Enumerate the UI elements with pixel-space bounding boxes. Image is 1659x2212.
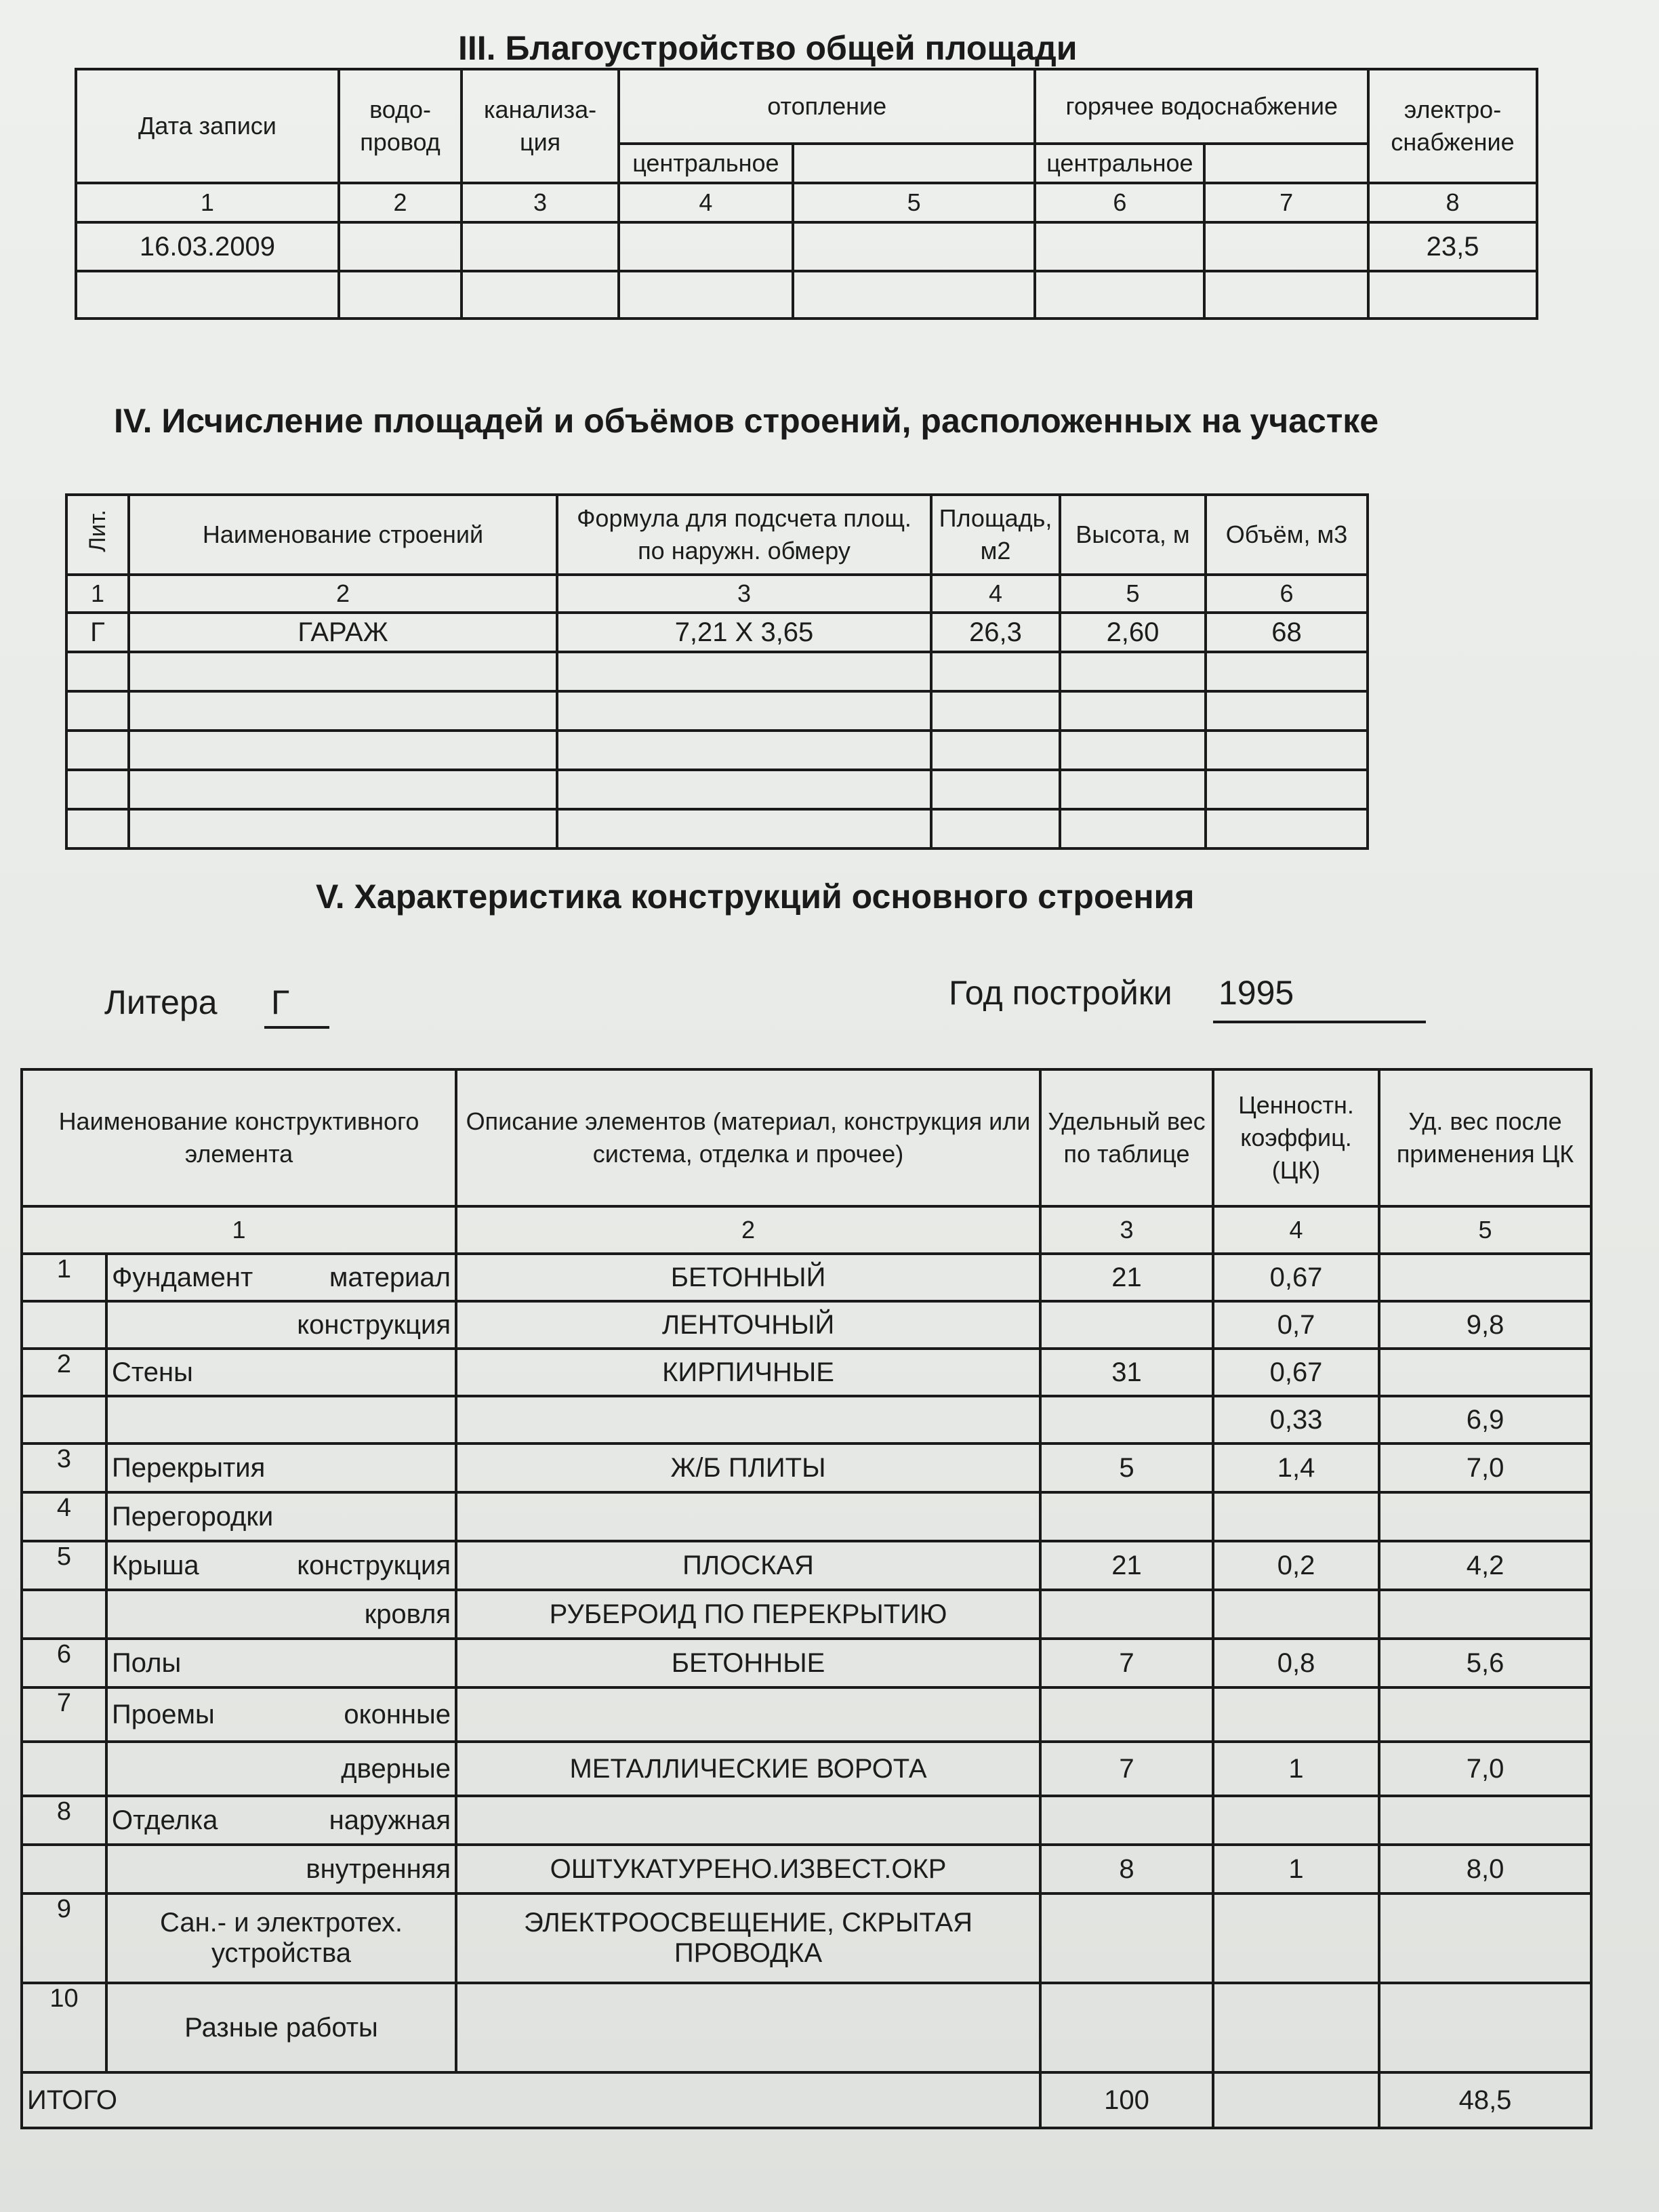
s3-colnum: 4 <box>619 183 793 222</box>
row-description <box>456 1492 1040 1541</box>
litera-label: Литера <box>104 983 218 1021</box>
row-coefficient: 0,7 <box>1213 1301 1379 1349</box>
s3-cell <box>462 222 619 271</box>
row-result <box>1379 1349 1591 1396</box>
element-name-label: Перегородки <box>112 1501 274 1532</box>
row-number <box>22 1301 106 1349</box>
s3-header-heating: отопление <box>619 69 1036 144</box>
section5-title: V. Характеристика конструкций основного строения <box>316 878 1195 916</box>
s4-cell <box>1206 809 1368 848</box>
s3-cell <box>462 271 619 319</box>
s5-colnum: 5 <box>1379 1206 1591 1254</box>
s5-header-weight: Удельный вес по таблице <box>1040 1069 1213 1206</box>
s4-colnum: 1 <box>66 575 129 613</box>
s3-row-date: 16.03.2009 <box>76 222 339 271</box>
row-number: 5 <box>22 1541 106 1590</box>
s4-cell <box>129 652 557 691</box>
row-element-name <box>106 1443 456 1492</box>
s4-colnum: 4 <box>931 575 1060 613</box>
s4-cell <box>66 770 129 809</box>
table-row <box>22 1590 1591 1639</box>
s4-cell <box>1206 652 1368 691</box>
row-weight <box>1040 1396 1213 1443</box>
s4-cell <box>66 809 129 848</box>
row-element-name <box>106 1845 456 1893</box>
element-name-label: Перекрытия <box>112 1452 266 1483</box>
s4-row-area: 26,3 <box>931 613 1060 652</box>
s3-colnum: 7 <box>1204 183 1368 222</box>
row-element-name <box>106 1349 456 1396</box>
row-coefficient: 1,4 <box>1213 1443 1379 1492</box>
s3-header-sewer: канализа-ция <box>462 69 619 183</box>
row-number: 8 <box>22 1796 106 1845</box>
s3-header-heating-other <box>793 144 1036 183</box>
s3-colnum: 3 <box>462 183 619 222</box>
s3-colnum: 8 <box>1368 183 1537 222</box>
table-row <box>22 1492 1591 1541</box>
row-description: ПЛОСКАЯ <box>456 1541 1040 1590</box>
s5-rows <box>22 1254 1591 2072</box>
s4-cell <box>931 731 1060 770</box>
row-element-name <box>106 1687 456 1742</box>
row-element-name <box>106 1541 456 1590</box>
row-element-name <box>106 1254 456 1301</box>
s4-header-lit <box>66 495 129 575</box>
row-coefficient: 1 <box>1213 1742 1379 1796</box>
table-row <box>22 1301 1591 1349</box>
s3-cell <box>619 271 793 319</box>
row-result <box>1379 1492 1591 1541</box>
row-element-name <box>106 1983 456 2072</box>
row-result <box>1379 1254 1591 1301</box>
row-weight <box>1040 1983 1213 2072</box>
s4-row-name: ГАРАЖ <box>129 613 557 652</box>
row-number <box>22 1590 106 1639</box>
s4-cell <box>129 731 557 770</box>
s4-header-volume: Объём, м3 <box>1206 495 1368 575</box>
s4-colnum: 2 <box>129 575 557 613</box>
section3-table <box>75 68 1538 320</box>
s4-header-lit-text: Лит. <box>85 509 110 552</box>
row-coefficient: 0,8 <box>1213 1639 1379 1687</box>
s4-cell <box>129 770 557 809</box>
row-weight <box>1040 1590 1213 1639</box>
row-element-name <box>106 1742 456 1796</box>
row-result: 5,6 <box>1379 1639 1591 1687</box>
s4-cell <box>66 691 129 731</box>
s3-header-hotwater: горячее водоснабжение <box>1035 69 1368 144</box>
row-weight <box>1040 1492 1213 1541</box>
s3-header-hotwater-central: центральное <box>1035 144 1204 183</box>
s3-colnum: 6 <box>1035 183 1204 222</box>
s3-cell <box>339 222 462 271</box>
row-number: 2 <box>22 1349 106 1396</box>
s4-header-height: Высота, м <box>1060 495 1206 575</box>
row-coefficient: 0,67 <box>1213 1254 1379 1301</box>
row-description: РУБЕРОИД ПО ПЕРЕКРЫТИЮ <box>456 1590 1040 1639</box>
row-result <box>1379 1687 1591 1742</box>
s4-cell <box>557 770 931 809</box>
s4-colnum: 6 <box>1206 575 1368 613</box>
row-element-name <box>106 1796 456 1845</box>
row-description <box>456 1687 1040 1742</box>
row-element-name <box>106 1492 456 1541</box>
element-sub-label: наружная <box>329 1805 451 1835</box>
s4-row-formula: 7,21 X 3,65 <box>557 613 931 652</box>
s4-cell <box>66 731 129 770</box>
section3-title: III. Благоустройство общей площади <box>458 29 1078 67</box>
s3-header-date: Дата записи <box>76 69 339 183</box>
s3-header-electric: электро-снабжение <box>1368 69 1537 183</box>
year-label: Год постройки <box>949 974 1172 1012</box>
s4-header-name: Наименование строений <box>129 495 557 575</box>
row-description <box>456 1796 1040 1845</box>
row-weight: 7 <box>1040 1742 1213 1796</box>
row-weight: 8 <box>1040 1845 1213 1893</box>
row-weight: 21 <box>1040 1254 1213 1301</box>
element-name-label: Фундамент <box>112 1262 253 1292</box>
element-sub-label: кровля <box>364 1599 451 1629</box>
s5-colnum: 1 <box>22 1206 456 1254</box>
table-row <box>22 1845 1591 1893</box>
s5-header-after: Уд. вес после применения ЦК <box>1379 1069 1591 1206</box>
row-number: 7 <box>22 1687 106 1742</box>
table-row <box>22 1541 1591 1590</box>
table-row <box>22 1983 1591 2072</box>
element-name-label: Разные работы <box>184 2012 378 2043</box>
row-number <box>22 1845 106 1893</box>
s3-cell <box>1204 222 1368 271</box>
table-row <box>22 1639 1591 1687</box>
row-number: 4 <box>22 1492 106 1541</box>
element-sub-label: материал <box>329 1262 451 1292</box>
row-coefficient <box>1213 1687 1379 1742</box>
row-coefficient: 0,2 <box>1213 1541 1379 1590</box>
s5-header-coef: Ценностн. коэффиц. (ЦК) <box>1213 1069 1379 1206</box>
s4-cell <box>557 731 931 770</box>
s4-cell <box>1060 770 1206 809</box>
row-description <box>456 1396 1040 1443</box>
row-number: 3 <box>22 1443 106 1492</box>
row-result <box>1379 1590 1591 1639</box>
row-description: МЕТАЛЛИЧЕСКИЕ ВОРОТА <box>456 1742 1040 1796</box>
row-number: 6 <box>22 1639 106 1687</box>
row-coefficient <box>1213 1893 1379 1983</box>
year-value: 1995 <box>1218 974 1294 1012</box>
element-name-label: Полы <box>112 1647 182 1678</box>
row-weight <box>1040 1687 1213 1742</box>
s4-colnum: 3 <box>557 575 931 613</box>
s4-colnum: 5 <box>1060 575 1206 613</box>
table-row <box>22 1254 1591 1301</box>
section4-title: IV. Исчисление площадей и объёмов строений, расположенных на участке <box>114 402 1379 440</box>
s5-header-name: Наименование конструктивного элемента <box>22 1069 456 1206</box>
row-number: 10 <box>22 1983 106 2072</box>
row-coefficient <box>1213 1492 1379 1541</box>
s3-colnum: 2 <box>339 183 462 222</box>
row-element-name <box>106 1396 456 1443</box>
table-row <box>22 1893 1591 1983</box>
s3-colnum: 1 <box>76 183 339 222</box>
element-name-label: Сан.- и электротех. устройства <box>159 1908 403 1968</box>
row-description <box>456 1983 1040 2072</box>
s4-cell <box>931 770 1060 809</box>
table-row <box>22 1349 1591 1396</box>
s4-cell <box>1060 809 1206 848</box>
row-description: БЕТОННЫЕ <box>456 1639 1040 1687</box>
row-number: 1 <box>22 1254 106 1301</box>
row-weight: 7 <box>1040 1639 1213 1687</box>
element-name-label: Стены <box>112 1357 193 1387</box>
s3-cell <box>339 271 462 319</box>
s3-header-heating-central: центральное <box>619 144 793 183</box>
s4-cell <box>1060 731 1206 770</box>
s3-cell <box>793 222 1036 271</box>
s4-cell <box>1060 652 1206 691</box>
element-name-label: Отделка <box>112 1805 218 1835</box>
row-coefficient: 1 <box>1213 1845 1379 1893</box>
element-name-label: Проемы <box>112 1699 215 1729</box>
table-row <box>22 1687 1591 1742</box>
row-result <box>1379 1983 1591 2072</box>
row-result <box>1379 1796 1591 1845</box>
s4-cell <box>1206 770 1368 809</box>
row-result: 8,0 <box>1379 1845 1591 1893</box>
row-weight: 21 <box>1040 1541 1213 1590</box>
s4-row-height: 2,60 <box>1060 613 1206 652</box>
s4-cell <box>931 691 1060 731</box>
element-sub-label: внутренняя <box>306 1853 451 1884</box>
row-element-name <box>106 1590 456 1639</box>
s4-header-formula: Формула для подсчета площ. по наружн. обмеру <box>557 495 931 575</box>
row-description: Ж/Б ПЛИТЫ <box>456 1443 1040 1492</box>
s3-header-water: водо-провод <box>339 69 462 183</box>
s4-cell <box>931 652 1060 691</box>
s3-cell <box>619 222 793 271</box>
s4-cell <box>1060 691 1206 731</box>
row-coefficient <box>1213 1983 1379 2072</box>
row-weight: 31 <box>1040 1349 1213 1396</box>
row-weight: 5 <box>1040 1443 1213 1492</box>
s3-colnum: 5 <box>793 183 1036 222</box>
element-sub-label: дверные <box>341 1753 451 1784</box>
row-weight <box>1040 1893 1213 1983</box>
s3-header-hotwater-other <box>1204 144 1368 183</box>
s4-cell <box>66 652 129 691</box>
s5-header-desc: Описание элементов (материал, конструкция или система, отделка и прочее) <box>456 1069 1040 1206</box>
element-name-label: Крыша <box>112 1550 199 1580</box>
s4-cell <box>129 809 557 848</box>
row-element-name <box>106 1301 456 1349</box>
s4-cell <box>557 691 931 731</box>
row-description: ЭЛЕКТРООСВЕЩЕНИЕ, СКРЫТАЯ ПРОВОДКА <box>456 1893 1040 1983</box>
s4-cell <box>557 652 931 691</box>
row-description: КИРПИЧНЫЕ <box>456 1349 1040 1396</box>
s4-cell <box>1206 691 1368 731</box>
row-coefficient <box>1213 1796 1379 1845</box>
row-result: 7,0 <box>1379 1443 1591 1492</box>
s5-colnum: 3 <box>1040 1206 1213 1254</box>
row-result <box>1379 1893 1591 1983</box>
row-description: ОШТУКАТУРЕНО.ИЗВЕСТ.ОКР <box>456 1845 1040 1893</box>
row-result: 9,8 <box>1379 1301 1591 1349</box>
s3-cell <box>1035 271 1204 319</box>
row-description: ЛЕНТОЧНЫЙ <box>456 1301 1040 1349</box>
s3-row-electric: 23,5 <box>1368 222 1537 271</box>
s3-cell <box>1035 222 1204 271</box>
row-result: 6,9 <box>1379 1396 1591 1443</box>
section4-table <box>65 493 1369 850</box>
s4-cell <box>557 809 931 848</box>
s4-header-area: Площадь, м2 <box>931 495 1060 575</box>
s4-row-volume: 68 <box>1206 613 1368 652</box>
s5-colnum: 2 <box>456 1206 1040 1254</box>
row-result: 4,2 <box>1379 1541 1591 1590</box>
s4-row-lit: Г <box>66 613 129 652</box>
element-sub-label: оконные <box>344 1699 451 1729</box>
section5-table <box>20 1068 1593 2129</box>
row-element-name <box>106 1893 456 1983</box>
s5-total-weight: 100 <box>1040 2072 1213 2128</box>
s5-total-label: ИТОГО <box>22 2072 1040 2128</box>
table-row <box>22 1742 1591 1796</box>
row-result: 7,0 <box>1379 1742 1591 1796</box>
s3-cell <box>1368 271 1537 319</box>
s4-cell <box>129 691 557 731</box>
s4-cell <box>931 809 1060 848</box>
litera-underline <box>264 1026 329 1029</box>
table-row <box>22 1443 1591 1492</box>
s5-total-coef <box>1213 2072 1379 2128</box>
element-sub-label: конструкция <box>297 1309 451 1340</box>
row-coefficient: 0,67 <box>1213 1349 1379 1396</box>
row-number: 9 <box>22 1893 106 1983</box>
s5-colnum: 4 <box>1213 1206 1379 1254</box>
s5-total-result: 48,5 <box>1379 2072 1591 2128</box>
row-description: БЕТОННЫЙ <box>456 1254 1040 1301</box>
row-element-name <box>106 1639 456 1687</box>
table-row <box>22 1796 1591 1845</box>
litera-value: Г <box>271 983 290 1021</box>
element-sub-label: конструкция <box>297 1550 451 1580</box>
row-weight <box>1040 1301 1213 1349</box>
row-coefficient <box>1213 1590 1379 1639</box>
row-number <box>22 1396 106 1443</box>
row-weight <box>1040 1796 1213 1845</box>
s4-cell <box>1206 731 1368 770</box>
row-number <box>22 1742 106 1796</box>
s3-cell <box>793 271 1036 319</box>
table-row <box>22 1396 1591 1443</box>
year-underline <box>1213 1021 1426 1023</box>
s3-cell <box>76 271 339 319</box>
s3-cell <box>1204 271 1368 319</box>
row-coefficient: 0,33 <box>1213 1396 1379 1443</box>
